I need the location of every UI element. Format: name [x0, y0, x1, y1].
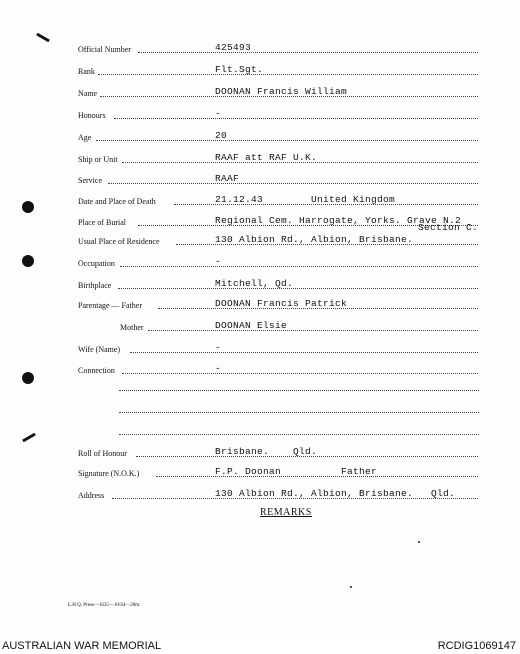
footer-bar	[0, 638, 520, 654]
field-value: Flt.Sgt.	[215, 64, 264, 75]
paper-speck	[418, 541, 420, 543]
field-label: Parentage — Father	[78, 301, 142, 310]
field-value: F.P. Doonan Father	[215, 466, 378, 477]
field-value: 130 Albion Rd., Albion, Brisbane. Qld.	[215, 488, 456, 499]
field-value: -	[215, 363, 222, 374]
field-value: -	[215, 256, 222, 267]
dotted-line	[122, 373, 478, 374]
dotted-line	[120, 266, 478, 267]
field-value: RAAF	[215, 173, 240, 184]
field-value: RAAF att RAF U.K.	[215, 152, 318, 163]
field-label: Birthplace	[78, 281, 112, 290]
footer-record-id: RCDIG1069147	[437, 640, 516, 652]
field-value: -	[215, 342, 222, 353]
field-value: 130 Albion Rd., Albion, Brisbane.	[215, 234, 414, 245]
field-value: DOONAN Elsie	[215, 320, 288, 331]
dotted-line	[98, 74, 478, 75]
field-value: Mitchell, Qd.	[215, 278, 294, 289]
dotted-line	[118, 288, 478, 289]
punch-hole	[22, 255, 34, 267]
dotted-line	[130, 352, 478, 353]
punch-mark	[22, 433, 36, 443]
field-value-continuation: Section C.	[418, 222, 479, 233]
field-label: Address	[78, 491, 105, 500]
dotted-line	[108, 183, 478, 184]
field-label: Occupation	[78, 259, 115, 268]
dotted-line	[148, 330, 478, 331]
punch-hole	[22, 372, 34, 384]
dotted-line	[119, 434, 479, 435]
dotted-line	[114, 118, 478, 119]
remarks-heading: REMARKS	[260, 507, 312, 518]
field-label: Age	[78, 133, 92, 142]
punch-mark	[36, 33, 50, 43]
field-value: Regional Cem. Harrogate, Yorks. Grave N.2	[215, 215, 462, 226]
field-label: Rank	[78, 67, 95, 76]
field-label: Name	[78, 89, 98, 98]
field-value: Brisbane. Qld.	[215, 446, 318, 457]
field-label: Place of Burial	[78, 218, 126, 227]
field-label: Roll of Honour	[78, 449, 127, 458]
field-label: Service	[78, 176, 102, 185]
field-value: DOONAN Francis William	[215, 86, 348, 97]
field-label: Official Number	[78, 45, 131, 54]
field-label: Ship or Unit	[78, 155, 118, 164]
footer-source: AUSTRALIAN WAR MEMORIAL	[2, 640, 162, 652]
dotted-line	[138, 52, 478, 53]
field-label: Mother	[120, 323, 144, 332]
field-label: Wife (Name)	[78, 345, 121, 354]
paper-speck	[350, 586, 352, 588]
dotted-line	[96, 140, 478, 141]
field-value: 20	[215, 130, 228, 141]
dotted-line	[119, 390, 479, 391]
field-label: Signature (N.O.K.)	[78, 469, 140, 478]
field-label: Honours	[78, 111, 106, 120]
field-label: Date and Place of Death	[78, 197, 156, 206]
field-value: 425493	[215, 42, 252, 53]
dotted-line	[119, 412, 479, 413]
field-value: DOONAN Francis Patrick	[215, 298, 348, 309]
field-value: 21.12.43 United Kingdom	[215, 194, 396, 205]
printer-imprint: L.H.Q. Press—1635—10/44—20m.	[68, 603, 141, 608]
field-value: -	[215, 108, 222, 119]
punch-hole	[22, 201, 34, 213]
field-label: Connection	[78, 366, 115, 375]
field-label: Usual Place of Residence	[78, 237, 160, 246]
